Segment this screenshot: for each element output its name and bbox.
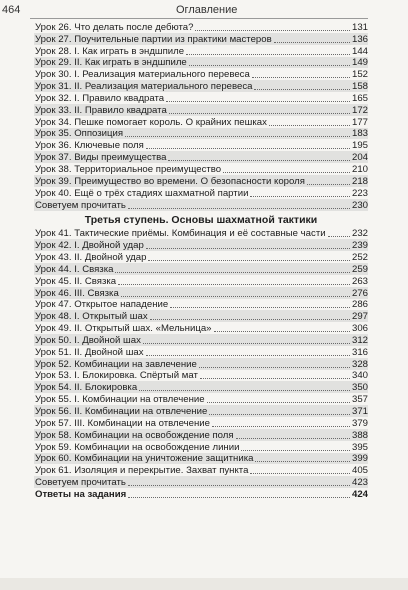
toc-entry-title: Урок 44. I. Связка <box>35 263 114 275</box>
toc-entry[interactable] <box>34 104 368 116</box>
toc-entry-title: Урок 54. II. Блокировка <box>35 382 138 394</box>
toc-entry-page: 424 <box>351 488 368 500</box>
toc-entry-page: 177 <box>351 116 368 128</box>
dot-leader <box>236 437 350 439</box>
toc-entry[interactable] <box>34 287 368 299</box>
toc-entry-title: Урок 39. Преимущество во времени. О безопасности короля <box>35 175 305 187</box>
toc-entry[interactable] <box>34 453 368 465</box>
dot-leader <box>128 496 350 498</box>
toc-entry[interactable] <box>34 405 368 417</box>
toc-entry-title: Урок 56. II. Комбинации на отвлечение <box>35 406 208 417</box>
toc-entry-page: 131 <box>351 21 368 33</box>
toc-entry[interactable] <box>34 68 368 80</box>
dot-leader <box>250 472 350 474</box>
toc-entry-title: Урок 48. I. Открытый шах <box>35 311 148 323</box>
toc-entry[interactable] <box>34 476 368 488</box>
toc-entry-title: Урок 31. II. Реализация материального перевеса <box>35 81 253 93</box>
toc-entry-page: 158 <box>351 81 368 93</box>
toc-entry-title: Урок 27. Поучительные партии из практики мастеров <box>35 33 272 45</box>
toc-entry[interactable] <box>34 263 368 275</box>
toc-entry-title: Урок 30. I. Реализация материального перевеса <box>35 69 250 81</box>
toc-entry-page: 350 <box>351 382 368 394</box>
toc-entry-title: Урок 26. Что делать после дебюта? <box>35 21 194 33</box>
toc-entry[interactable] <box>34 322 368 334</box>
dot-leader <box>274 41 350 43</box>
toc-entry-page: 183 <box>351 128 368 140</box>
toc-entry-page: 223 <box>351 187 368 199</box>
dot-leader <box>209 413 350 415</box>
toc-entry-title: Урок 50. I. Двойной шах <box>35 334 141 346</box>
toc-entry-title: Урок 51. II. Двойной шах <box>35 346 144 358</box>
toc-entry-page: 172 <box>351 104 368 116</box>
toc-entry[interactable] <box>34 488 368 500</box>
toc-entry-page: 340 <box>351 370 368 382</box>
toc-entry-page: 152 <box>351 69 368 81</box>
toc-entry-title: Урок 47. Открытое нападение <box>35 299 169 311</box>
toc-entry-title: Советуем прочитать <box>35 477 126 489</box>
toc-entry[interactable] <box>34 441 368 453</box>
section-heading: Третья ступень. Основы шахматной тактики <box>84 213 318 226</box>
toc-entry-page: 312 <box>351 334 368 346</box>
toc-entry-title: Урок 57. III. Комбинации на отвлечение <box>35 417 210 429</box>
dot-leader <box>212 425 350 427</box>
toc-entry-title: Урок 34. Пешке помогает король. О крайних пешках <box>35 116 267 128</box>
toc-entry[interactable] <box>34 33 368 45</box>
toc-entry[interactable] <box>34 358 368 370</box>
toc-entry-page: 263 <box>351 275 368 287</box>
toc-entry-page: 328 <box>351 358 368 370</box>
dot-leader <box>128 207 350 209</box>
toc-entry-title: Урок 49. II. Открытый шах. «Мельница» <box>35 323 212 335</box>
dot-leader <box>118 283 350 285</box>
dot-leader <box>269 124 350 126</box>
toc-entry-page: 306 <box>351 323 368 335</box>
toc-entry-title: Советуем прочитать <box>35 199 126 211</box>
toc-entry-page: 423 <box>351 477 368 489</box>
dot-leader <box>254 88 350 90</box>
toc-entry-title: Урок 37. Виды преимущества <box>35 152 167 164</box>
dot-leader <box>189 64 350 66</box>
toc-entry[interactable] <box>34 239 368 251</box>
toc-entry-title: Урок 55. I. Комбинации на отвлечение <box>35 394 205 406</box>
toc-entry-page: 395 <box>351 441 368 453</box>
toc-entry[interactable] <box>34 163 368 175</box>
toc-entry-page: 371 <box>351 406 368 417</box>
toc-entry-page: 252 <box>351 252 368 264</box>
dot-leader <box>250 195 350 197</box>
dot-leader <box>207 401 350 403</box>
toc-entry[interactable] <box>34 393 368 405</box>
toc-entry-title: Урок 59. Комбинации на освобождение линии <box>35 441 240 453</box>
toc-entry-title: Урок 36. Ключевые поля <box>35 140 144 152</box>
dot-leader <box>328 235 350 237</box>
toc-entry-title: Урок 40. Ещё о трёх стадиях шахматной партии <box>35 187 249 199</box>
toc-entry-page: 230 <box>351 199 368 211</box>
dot-leader <box>241 449 350 451</box>
toc-entry[interactable] <box>34 346 368 358</box>
dot-leader <box>115 271 350 273</box>
dot-leader <box>255 460 350 462</box>
toc-entry-page: 239 <box>351 240 368 252</box>
toc-entry-page: 136 <box>351 33 368 45</box>
dot-leader <box>148 259 350 261</box>
toc-entry-page: 195 <box>351 140 368 152</box>
toc-entry-page: 316 <box>351 346 368 358</box>
toc-entry[interactable] <box>34 381 368 393</box>
toc-entry[interactable] <box>34 80 368 92</box>
toc-entry-page: 388 <box>351 429 368 441</box>
toc-entry-page: 405 <box>351 465 368 477</box>
toc-entry[interactable] <box>34 57 368 69</box>
dot-leader <box>307 183 350 185</box>
toc-entry-title: Урок 58. Комбинации на освобождение поля <box>35 429 234 441</box>
toc-entry[interactable] <box>34 334 368 346</box>
toc-entry-page: 399 <box>351 453 368 465</box>
toc-entry-title: Урок 29. II. Как играть в эндшпиле <box>35 57 187 69</box>
toc-entry-page: 165 <box>351 92 368 104</box>
dot-leader <box>199 366 350 368</box>
table-of-contents <box>34 21 368 500</box>
toc-entry[interactable] <box>34 45 368 57</box>
dot-leader <box>128 484 350 486</box>
toc-entry[interactable] <box>34 228 368 240</box>
toc-entry-page: 210 <box>351 163 368 175</box>
dot-leader <box>121 295 350 297</box>
toc-entry-page: 144 <box>351 45 368 57</box>
toc-entry[interactable] <box>34 429 368 441</box>
toc-entry-title: Урок 35. Оппозиция <box>35 128 124 140</box>
page-number: 464 <box>2 4 21 16</box>
dot-leader <box>169 112 350 114</box>
toc-entry[interactable] <box>34 370 368 382</box>
toc-entry[interactable] <box>34 310 368 322</box>
toc-entry-page: 204 <box>351 152 368 164</box>
dot-leader <box>252 76 350 78</box>
dot-leader <box>125 135 350 137</box>
toc-entry-page: 218 <box>351 175 368 187</box>
dot-leader <box>168 159 350 161</box>
dot-leader <box>146 147 350 149</box>
toc-entry-page: 149 <box>351 57 368 69</box>
toc-entry[interactable] <box>34 175 368 187</box>
toc-entry-page: 357 <box>351 394 368 406</box>
toc-entry-title: Урок 52. Комбинации на завлечение <box>35 358 197 370</box>
dot-leader <box>195 29 350 31</box>
dot-leader <box>186 53 350 55</box>
toc-entry[interactable] <box>34 251 368 263</box>
dot-leader <box>150 318 350 320</box>
toc-entry-title: Урок 42. I. Двойной удар <box>35 240 144 252</box>
toc-entry[interactable] <box>34 464 368 476</box>
toc-entry-title: Урок 61. Изоляция и перекрытие. Захват пункта <box>35 465 249 477</box>
dot-leader <box>223 171 350 173</box>
toc-entry-page: 379 <box>351 417 368 429</box>
toc-entry[interactable] <box>34 299 368 311</box>
dot-leader <box>146 354 350 356</box>
page-bottom-edge <box>0 578 408 590</box>
toc-entry-title: Урок 38. Территориальное преимущество <box>35 163 222 175</box>
toc-entry[interactable] <box>34 21 368 33</box>
toc-entry[interactable] <box>34 275 368 287</box>
toc-entry[interactable] <box>34 128 368 140</box>
toc-entry[interactable] <box>34 151 368 163</box>
toc-entry[interactable] <box>34 139 368 151</box>
toc-entry[interactable] <box>34 187 368 199</box>
toc-entry-title: Урок 28. I. Как играть в эндшпиле <box>35 45 185 57</box>
dot-leader <box>146 247 350 249</box>
toc-entry-page: 232 <box>351 228 368 240</box>
toc-entry-page: 297 <box>351 311 368 323</box>
header-divider <box>30 18 368 19</box>
page-header <box>0 0 408 18</box>
toc-entry-title: Урок 46. III. Связка <box>35 287 119 299</box>
toc-entry-title: Урок 43. II. Двойной удар <box>35 252 147 264</box>
dot-leader <box>200 377 350 379</box>
running-title: Оглавление <box>176 4 238 16</box>
toc-entry-title: Урок 45. II. Связка <box>35 275 117 287</box>
toc-entry-page: 286 <box>351 299 368 311</box>
toc-entry-title: Урок 32. I. Правило квадрата <box>35 92 165 104</box>
toc-entry[interactable] <box>34 116 368 128</box>
dot-leader <box>170 306 350 308</box>
toc-entry[interactable] <box>34 92 368 104</box>
toc-entry[interactable] <box>34 417 368 429</box>
toc-entry-page: 259 <box>351 263 368 275</box>
toc-entry-title: Урок 60. Комбинации на уничтожение защитника <box>35 453 254 465</box>
toc-entry-page: 276 <box>351 287 368 299</box>
dot-leader <box>166 100 350 102</box>
toc-entry-title: Урок 33. II. Правило квадрата <box>35 104 167 116</box>
dot-leader <box>139 389 350 391</box>
dot-leader <box>214 330 350 332</box>
toc-entry-title: Ответы на задания <box>35 488 127 500</box>
toc-entry-title: Урок 53. I. Блокировка. Спёртый мат <box>35 370 198 382</box>
dot-leader <box>143 342 350 344</box>
toc-entry[interactable] <box>34 199 368 211</box>
toc-entry-title: Урок 41. Тактические приёмы. Комбинация и её составные части <box>35 228 326 240</box>
